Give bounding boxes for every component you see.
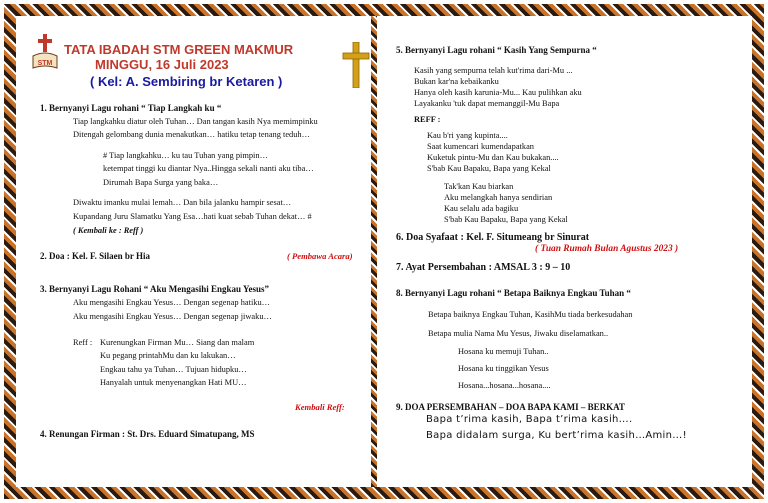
cross-icon [342, 42, 370, 88]
lyric-line: Betapa mulia Nama Mu Yesus, Jiwaku diselamatkan.. [428, 329, 609, 338]
section-2-note: ( Pembawa Acara) [287, 251, 353, 261]
title-line-1: TATA IBADAH STM GREEN MAKMUR [64, 42, 294, 57]
column-divider [371, 16, 377, 487]
decorative-border [4, 4, 764, 499]
lyric-line: Ditengah gelombang dunia menakutkan… hatiku tetap tenang teduh… [73, 130, 310, 139]
lyric-line: Engkau tahu ya Tuhan… Tujuan hidupku… [100, 365, 247, 374]
svg-text:STM: STM [37, 60, 53, 67]
section-2-title: 2. Doa : Kel. F. Silaen br Hia [40, 251, 151, 261]
lyric-line: Kau b'ri yang kupinta.... [427, 131, 508, 140]
left-column [16, 16, 370, 487]
lyric-line: S'bab Kau Bapaku, Bapa yang Kekal [427, 164, 551, 173]
closing-line: Bapa t’rima kasih, Bapa t’rima kasih…. [426, 414, 633, 425]
section-3-title: 3. Bernyanyi Lagu Rohani “ Aku Mengasihi Engkau Yesus” [40, 284, 269, 294]
reff-label: Reff : [73, 338, 93, 347]
lyric-line: Betapa baiknya Engkau Tuhan, KasihMu tiada berkesudahan [428, 310, 633, 319]
lyric-line: Hosana ku tinggikan Yesus [458, 364, 549, 373]
title-line-2: MINGGU, 16 Juli 2023 [95, 57, 229, 72]
page [16, 16, 752, 487]
lyric-line: Aku melangkah hanya sendirian [444, 193, 553, 202]
section-5-title: 5. Bernyanyi Lagu rohani “ Kasih Yang Sempurna “ [396, 45, 597, 55]
lyric-line: Hanyalah untuk menyenangkan Hati MU… [100, 378, 247, 387]
lyric-line: Kuketuk pintu-Mu dan Kau bukakan.... [427, 153, 559, 162]
lyric-line: Kupandang Juru Slamatku Yang Esa…hati kuat sebab Tuhan dekat… # [73, 212, 312, 221]
lyric-line: Tiap langkahku diatur oleh Tuhan… Dan tangan kasih Nya memimpinku [73, 117, 318, 126]
lyric-line: Ku pegang printahMu dan ku lakukan… [100, 351, 236, 360]
closing-line: Bapa didalam surga, Ku bert’rima kasih…Amin…! [426, 430, 687, 441]
lyric-line: Layakanku 'tuk dapat memanggil-Mu Bapa [414, 99, 560, 108]
lyric-line: Saat kumencari kumendapatkan [427, 142, 534, 151]
section-6-note: ( Tuan Rumah Bulan Agustus 2023 ) [535, 244, 679, 254]
lyric-line: Aku mengasihi Engkau Yesus… Dengan segenap hatiku… [73, 298, 271, 307]
lyric-line: Kau selalu ada bagiku [444, 204, 519, 213]
lyric-line: Bukan kar'na kebaikanku [414, 77, 499, 86]
section-7-title: 7. Ayat Persembahan : AMSAL 3 : 9 – 10 [396, 262, 571, 273]
lyric-line: Diwaktu imanku mulai lemah… Dan bila jalanku hampir sesat… [73, 198, 292, 207]
church-logo-icon [30, 34, 60, 74]
family-group: ( Kel: A. Sembiring br Ketaren ) [90, 74, 283, 89]
reff-label: REFF : [414, 115, 441, 124]
lyric-line: Kasih yang sempurna telah kut'rima dari-Mu ... [414, 66, 573, 75]
lyric-line: Kurenungkan Firman Mu… Siang dan malam [100, 338, 255, 347]
section-6-title: 6. Doa Syafaat : Kel. F. Situmeang br Sinurat [396, 232, 590, 243]
lyric-line: S'bab Kau Bapaku, Bapa yang Kekal [444, 215, 568, 224]
back-to-reff: Kembali Reff: [295, 402, 345, 412]
lyric-line: Hosana...hosana...hosana.... [458, 381, 551, 390]
repeat-note: ( Kembali ke : Reff ) [73, 226, 144, 235]
lyric-line: Hosana ku memuji Tuhan.. [458, 347, 549, 356]
lyric-line: Tak'kan Kau biarkan [444, 182, 514, 191]
lyric-line: # Tiap langkahku… ku tau Tuhan yang pimpin… [103, 151, 268, 160]
section-9-title: 9. DOA PERSEMBAHAN – DOA BAPA KAMI – BERKAT [396, 402, 625, 412]
lyric-line: Dirumah Bapa Surga yang baka… [103, 178, 219, 187]
right-column [378, 16, 752, 487]
section-8-title: 8. Bernyanyi Lagu rohani “ Betapa Baiknya Engkau Tuhan “ [396, 288, 631, 298]
lyric-line: Aku mengasihi Engkau Yesus… Dengan segenap jiwaku… [73, 312, 272, 321]
lyric-line: Hanya oleh kasih karunia-Mu... Kau pulihkan aku [414, 88, 582, 97]
section-1-title: 1. Bernyanyi Lagu rohani “ Tiap Langkah ku “ [40, 103, 222, 113]
lyric-line: ketempat tinggi ku diantar Nya..Hingga sekali nanti aku tiba… [103, 164, 314, 173]
section-4-title: 4. Renungan Firman : St. Drs. Eduard Simatupang, MS [40, 429, 255, 439]
